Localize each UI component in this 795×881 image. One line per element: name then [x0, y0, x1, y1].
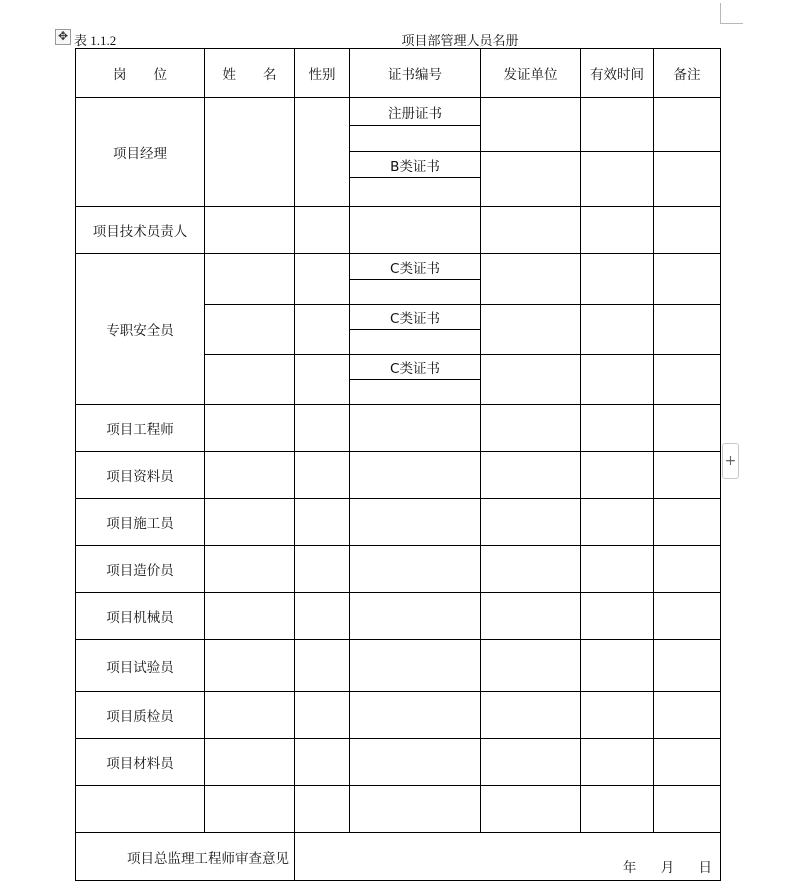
cert-type-label: C类证书 [350, 254, 480, 280]
name-cell[interactable] [205, 786, 295, 833]
cert-type-label: C类证书 [350, 305, 480, 330]
cert-type-label: 注册证书 [350, 98, 480, 126]
table-row [76, 546, 721, 593]
name-cell[interactable] [205, 546, 295, 593]
remarks-cell[interactable] [654, 98, 721, 152]
cert-cell[interactable] [350, 355, 481, 405]
role-tech-lead: 项目技术员责人 [76, 207, 205, 254]
cert-cell[interactable] [350, 499, 481, 546]
valid-period-cell[interactable] [581, 207, 654, 254]
issuer-cell[interactable] [481, 207, 581, 254]
gender-cell[interactable] [295, 355, 350, 405]
gender-cell[interactable] [295, 786, 350, 833]
gender-cell[interactable] [295, 739, 350, 786]
cert-cell[interactable] [350, 692, 481, 739]
header-position: 岗 位 [76, 49, 205, 98]
gender-cell[interactable] [295, 593, 350, 640]
cert-cell[interactable] [350, 452, 481, 499]
valid-period-cell[interactable] [581, 692, 654, 739]
name-cell[interactable] [205, 499, 295, 546]
issuer-cell[interactable] [481, 452, 581, 499]
gender-cell[interactable] [295, 546, 350, 593]
remarks-cell[interactable] [654, 499, 721, 546]
remarks-cell[interactable] [654, 546, 721, 593]
name-cell[interactable] [205, 405, 295, 452]
review-date [603, 856, 712, 876]
role-documentation: 项目资料员 [76, 452, 205, 499]
cert-cell[interactable] [350, 640, 481, 692]
name-cell[interactable] [205, 452, 295, 499]
role-quality: 项目质检员 [76, 692, 205, 739]
valid-period-cell[interactable] [581, 452, 654, 499]
name-cell[interactable] [205, 739, 295, 786]
add-row-plus-icon[interactable]: + [722, 443, 739, 479]
gender-cell[interactable] [295, 207, 350, 254]
name-cell[interactable] [205, 305, 295, 355]
issuer-cell[interactable] [481, 499, 581, 546]
gender-cell[interactable] [295, 254, 350, 305]
issuer-cell[interactable] [481, 98, 581, 152]
issuer-cell[interactable] [481, 692, 581, 739]
gender-cell[interactable] [295, 98, 350, 207]
cert-cell[interactable] [350, 305, 481, 355]
name-cell[interactable] [205, 692, 295, 739]
valid-period-cell[interactable] [581, 152, 654, 207]
role-materials: 项目材料员 [76, 739, 205, 786]
name-cell[interactable] [205, 640, 295, 692]
cert-cell[interactable] [350, 546, 481, 593]
gender-cell[interactable] [295, 405, 350, 452]
cert-cell[interactable] [350, 739, 481, 786]
cert-type-label: B类证书 [350, 152, 480, 178]
review-label: 项目总监理工程师审查意见 [76, 833, 295, 881]
table-row [76, 98, 721, 152]
valid-period-cell[interactable] [581, 305, 654, 355]
table-row [76, 640, 721, 692]
role-construction: 项目施工员 [76, 499, 205, 546]
issuer-cell[interactable] [481, 355, 581, 405]
remarks-cell[interactable] [654, 152, 721, 207]
valid-period-cell[interactable] [581, 499, 654, 546]
cert-type-label: C类证书 [350, 355, 480, 380]
issuer-cell[interactable] [481, 593, 581, 640]
name-cell[interactable] [205, 355, 295, 405]
valid-period-cell[interactable] [581, 739, 654, 786]
gender-cell[interactable] [295, 305, 350, 355]
review-signature-cell[interactable] [295, 833, 721, 881]
table-move-handle-icon[interactable]: ✥ [55, 29, 71, 45]
table-row [76, 739, 721, 786]
valid-period-cell[interactable] [581, 355, 654, 405]
name-cell[interactable] [205, 593, 295, 640]
date-month-label: 月 [660, 860, 675, 876]
date-day-label: 日 [698, 860, 712, 876]
cert-cell[interactable] [350, 786, 481, 833]
valid-period-cell[interactable] [581, 98, 654, 152]
remarks-cell[interactable] [654, 692, 721, 739]
gender-cell[interactable] [295, 692, 350, 739]
table-row [76, 405, 721, 452]
review-row [76, 833, 721, 881]
table-row-blank [76, 786, 721, 833]
issuer-cell[interactable] [481, 305, 581, 355]
cert-cell[interactable] [350, 98, 481, 152]
header-remarks: 备注 [654, 49, 721, 98]
valid-period-cell[interactable] [581, 546, 654, 593]
header-gender: 性别 [295, 49, 350, 98]
valid-period-cell[interactable] [581, 640, 654, 692]
table-row [76, 692, 721, 739]
name-cell[interactable] [205, 254, 295, 305]
role-testing: 项目试验员 [76, 640, 205, 692]
role-machinery: 项目机械员 [76, 593, 205, 640]
valid-period-cell[interactable] [581, 593, 654, 640]
issuer-cell[interactable] [481, 405, 581, 452]
table-row [76, 593, 721, 640]
issuer-cell[interactable] [481, 152, 581, 207]
gender-cell[interactable] [295, 640, 350, 692]
table-row [76, 452, 721, 499]
valid-period-cell[interactable] [581, 254, 654, 305]
valid-period-cell[interactable] [581, 405, 654, 452]
name-cell[interactable] [205, 207, 295, 254]
name-cell[interactable] [205, 98, 295, 207]
table-number-label: 表 1.1.2 [74, 33, 117, 48]
remarks-cell[interactable] [654, 739, 721, 786]
table-row [76, 499, 721, 546]
role-blank-cell[interactable] [76, 786, 205, 833]
remarks-cell[interactable] [654, 254, 721, 305]
issuer-cell[interactable] [481, 546, 581, 593]
header-cert-number: 证书编号 [350, 49, 481, 98]
cert-cell[interactable] [350, 405, 481, 452]
table-title: 项目部管理人员名册 [401, 34, 519, 49]
issuer-cell[interactable] [481, 640, 581, 692]
staff-roster-table [75, 48, 721, 881]
header-issuer: 发证单位 [481, 49, 581, 98]
table-row [76, 207, 721, 254]
issuer-cell[interactable] [481, 786, 581, 833]
crop-mark-horizontal [720, 23, 743, 24]
crop-mark-vertical [720, 3, 721, 24]
remarks-cell[interactable] [654, 593, 721, 640]
remarks-cell[interactable] [654, 405, 721, 452]
date-year-label: 年 [622, 860, 637, 876]
cert-cell[interactable] [350, 207, 481, 254]
cert-cell[interactable] [350, 254, 481, 305]
cert-cell[interactable] [350, 593, 481, 640]
issuer-cell[interactable] [481, 739, 581, 786]
header-valid-period: 有效时间 [581, 49, 654, 98]
gender-cell[interactable] [295, 452, 350, 499]
remarks-cell[interactable] [654, 207, 721, 254]
remarks-cell[interactable] [654, 640, 721, 692]
header-name: 姓 名 [205, 49, 295, 98]
issuer-cell[interactable] [481, 254, 581, 305]
role-safety-officer: 专职安全员 [76, 254, 205, 405]
role-project-manager: 项目经理 [76, 98, 205, 207]
valid-period-cell[interactable] [581, 786, 654, 833]
remarks-cell[interactable] [654, 305, 721, 355]
remarks-cell[interactable] [654, 452, 721, 499]
remarks-cell[interactable] [654, 355, 721, 405]
header-row [76, 49, 721, 98]
role-cost: 项目造价员 [76, 546, 205, 593]
cert-cell[interactable] [350, 152, 481, 207]
table-row [76, 254, 721, 305]
remarks-cell[interactable] [654, 786, 721, 833]
gender-cell[interactable] [295, 499, 350, 546]
role-engineer: 项目工程师 [76, 405, 205, 452]
